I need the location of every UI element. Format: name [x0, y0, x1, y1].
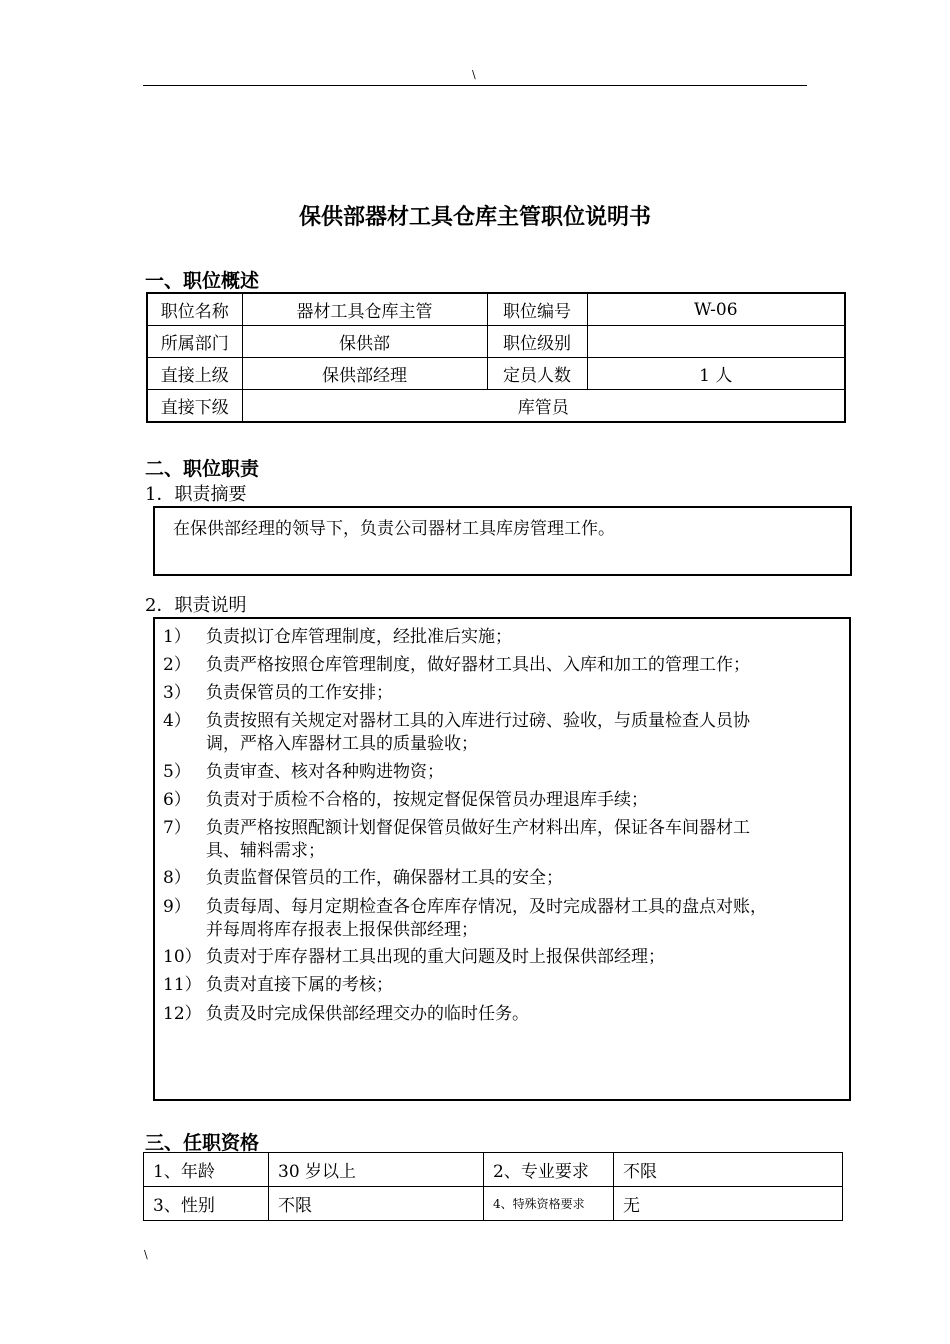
list-item-text: 负责审查、核对各种购进物资；: [206, 762, 444, 782]
list-item: [163, 974, 843, 997]
list-item: [163, 761, 843, 784]
table-cell: 4、特殊资格要求: [484, 1187, 614, 1221]
table-cell: 2、专业要求: [484, 1153, 614, 1187]
table-cell: 直接上级: [147, 358, 242, 390]
header-mark: \: [472, 68, 476, 81]
footer-mark: \: [144, 1248, 148, 1261]
duties-label: 2．职责说明: [145, 595, 247, 616]
summary-label: 1．职责摘要: [145, 484, 247, 505]
table-cell: 保供部经理: [242, 358, 487, 390]
list-item-text: 负责对于质检不合格的，按规定督促保管员办理退库手续；: [206, 790, 648, 810]
header-rule: [143, 85, 807, 86]
table-cell: 不限: [269, 1187, 484, 1221]
list-item-text: 负责严格按照配额计划督促保管员做好生产材料出库，保证各车间器材工: [206, 818, 750, 838]
list-item-text: 负责监督保管员的工作，确保器材工具的安全；: [206, 868, 563, 888]
table-row: [144, 1187, 843, 1221]
qualifications-table: [143, 1152, 843, 1221]
list-item: [163, 946, 843, 969]
list-item: [163, 789, 843, 812]
list-item: [163, 626, 843, 649]
list-item: [163, 817, 843, 863]
list-item-text: 负责对直接下属的考核；: [206, 975, 393, 995]
list-item-text: 负责按照有关规定对器材工具的入库进行过磅、验收，与质量检查人员协: [206, 711, 750, 731]
list-item: [163, 1003, 843, 1026]
table-cell: 所属部门: [147, 326, 242, 358]
table-row: [147, 390, 845, 423]
list-item-number: 3）: [163, 683, 191, 703]
table-cell: 保供部: [242, 326, 487, 358]
duties-box: [153, 617, 851, 1101]
list-item-text: 负责对于库存器材工具出现的重大问题及时上报保供部经理；: [206, 947, 665, 967]
list-item-text: 负责严格按照仓库管理制度，做好器材工具出、入库和加工的管理工作；: [206, 655, 750, 675]
list-item: [163, 710, 843, 756]
section-heading-duties: 二、职位职责: [145, 458, 260, 480]
section-heading-qualifications: 三、任职资格: [145, 1132, 260, 1154]
list-item: [163, 682, 843, 705]
table-cell: 库管员: [242, 390, 845, 423]
table-cell: 直接下级: [147, 390, 242, 423]
table-row: [144, 1153, 843, 1187]
list-item-number: 9）: [163, 897, 191, 917]
list-item-number: 1）: [163, 627, 191, 647]
summary-text: 在保供部经理的领导下，负责公司器材工具库房管理工作。: [173, 519, 615, 539]
table-cell: 职位编号: [487, 293, 587, 326]
list-item-text-cont: 并每周将库存报表上报保供部经理；: [206, 920, 478, 940]
list-item-text-cont: 具、辅料需求；: [206, 841, 325, 861]
list-item-text: 负责及时完成保供部经理交办的临时任务。: [206, 1004, 529, 1024]
list-item-number: 8）: [163, 868, 191, 888]
table-cell: W-06: [587, 293, 845, 326]
list-item-number: 5）: [163, 762, 191, 782]
list-item: [163, 654, 843, 677]
section-heading-overview: 一、职位概述: [145, 270, 260, 292]
list-item-text: 负责拟订仓库管理制度，经批准后实施；: [206, 627, 512, 647]
table-cell: [587, 326, 845, 358]
list-item-number: 4）: [163, 711, 191, 731]
table-row: [147, 358, 845, 390]
list-item: [163, 867, 843, 890]
table-cell: 1、年龄: [144, 1153, 269, 1187]
list-item-text: 负责保管员的工作安排；: [206, 683, 393, 703]
table-cell: 器材工具仓库主管: [242, 293, 487, 326]
list-item-number: 10）: [163, 947, 202, 967]
list-item-number: 11）: [163, 975, 202, 995]
list-item-number: 2）: [163, 655, 191, 675]
list-item-number: 7）: [163, 818, 191, 838]
table-row: [147, 326, 845, 358]
summary-box: [153, 506, 852, 576]
table-cell: 职位名称: [147, 293, 242, 326]
list-item: [163, 896, 843, 942]
document-title: 保供部器材工具仓库主管职位说明书: [298, 205, 651, 230]
table-cell: 3、性别: [144, 1187, 269, 1221]
table-cell: 职位级别: [487, 326, 587, 358]
position-overview-table: [146, 292, 846, 423]
table-cell: 无: [614, 1187, 843, 1221]
table-cell: 定员人数: [487, 358, 587, 390]
list-item-number: 12）: [163, 1004, 202, 1024]
list-item-text-cont: 调，严格入库器材工具的质量验收；: [206, 734, 478, 754]
table-cell: 1 人: [587, 358, 845, 390]
table-cell: 30 岁以上: [269, 1153, 484, 1187]
list-item-text: 负责每周、每月定期检查各仓库库存情况，及时完成器材工具的盘点对账，: [206, 897, 767, 917]
table-row: [147, 293, 845, 326]
table-cell: 不限: [614, 1153, 843, 1187]
list-item-number: 6）: [163, 790, 191, 810]
